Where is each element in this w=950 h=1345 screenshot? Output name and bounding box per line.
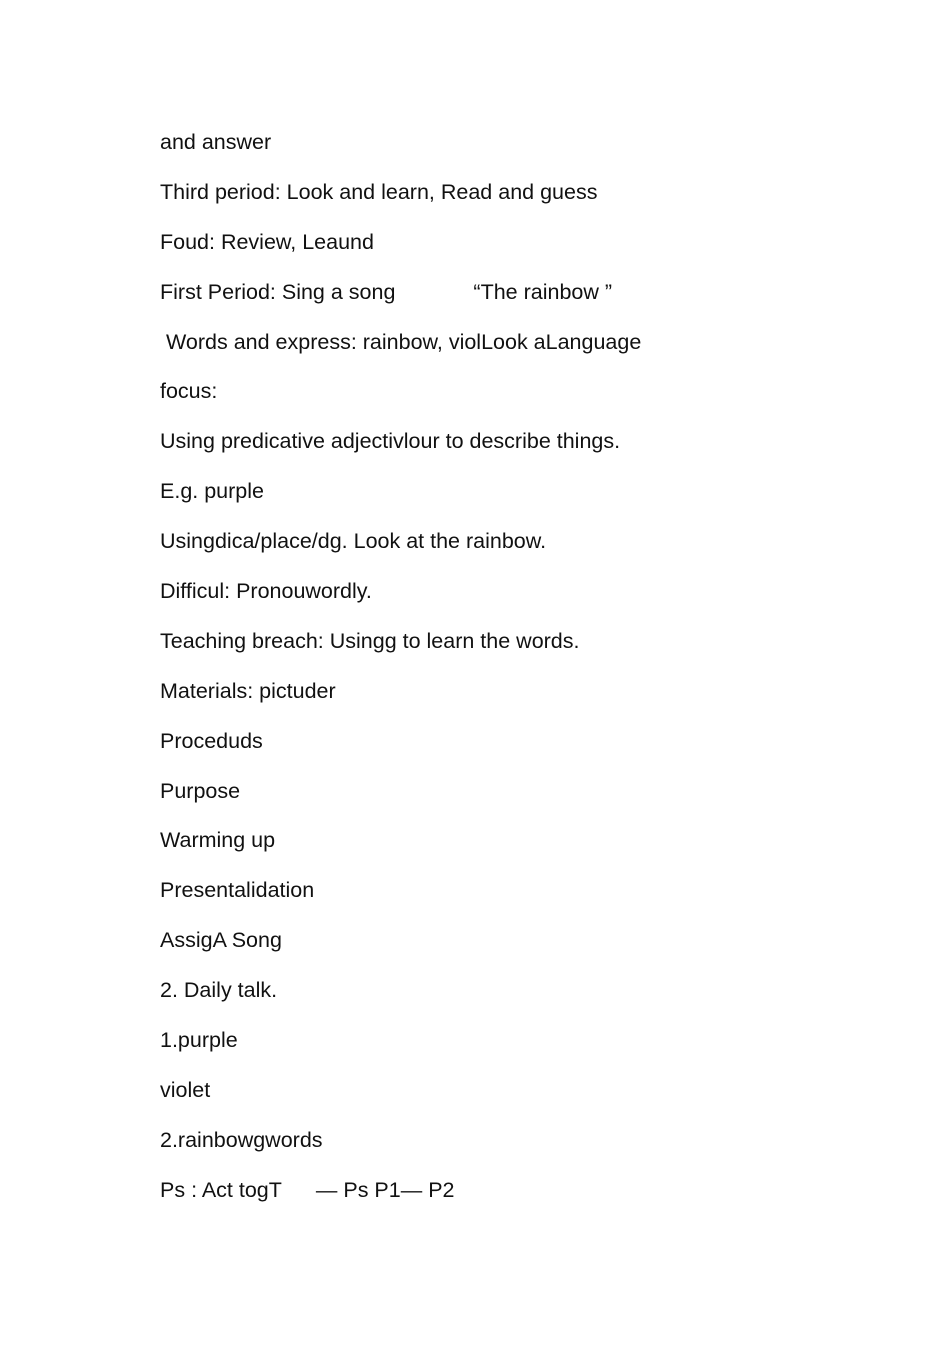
- line-text: Warming up: [160, 828, 276, 853]
- line-text: violet: [160, 1077, 211, 1102]
- text-line: [160, 877, 860, 927]
- document-body: [160, 129, 860, 1227]
- line-text: AssigA Song: [160, 928, 282, 953]
- text-line: [160, 329, 860, 379]
- line-text: Using predicative adjectivlour to describe things.: [160, 429, 621, 454]
- text-line: [160, 279, 860, 329]
- text-line: [160, 378, 860, 428]
- text-line: [160, 1127, 860, 1177]
- text-line: [160, 478, 860, 528]
- line-text: Proceduds: [160, 728, 263, 753]
- line-text: Difficul: Pronouwordly.: [160, 579, 372, 604]
- song-title: “The rainbow ”: [473, 279, 613, 304]
- text-line: [160, 678, 860, 728]
- text-line: [160, 1077, 860, 1127]
- text-line: [160, 927, 860, 977]
- text-line: [160, 1177, 860, 1227]
- text-line: [160, 977, 860, 1027]
- line-text: 2. Daily talk.: [160, 978, 278, 1003]
- text-line: [160, 778, 860, 828]
- line-text: Teaching breach: Usingg to learn the words.: [160, 628, 580, 653]
- text-line: [160, 528, 860, 578]
- text-line: [160, 129, 860, 179]
- line-text: Foud: Review, Leaund: [160, 229, 374, 254]
- line-text: and answer: [160, 130, 272, 154]
- line-text: Third period: Look and learn, Read and guess: [160, 179, 598, 204]
- line-text: First Period: Sing a song: [160, 279, 396, 304]
- text-line: [160, 179, 860, 229]
- line-text: E.g. purple: [160, 479, 264, 504]
- line-text: 2.rainbowgwords: [160, 1127, 323, 1152]
- line-text: Usingdica/place/dg. Look at the rainbow.: [160, 529, 547, 554]
- line-text: Materials: pictuder: [160, 678, 336, 703]
- text-line: [160, 578, 860, 628]
- text-line: [160, 728, 860, 778]
- text-line: [160, 628, 860, 678]
- text-line: [160, 428, 860, 478]
- line-text: Purpose: [160, 778, 241, 803]
- text-line: [160, 827, 860, 877]
- line-text: Ps : Act togT: [160, 1177, 282, 1202]
- line-text: focus:: [160, 379, 218, 404]
- line-text: Words and express: rainbow, violLook aLanguage: [166, 329, 642, 354]
- text-line: [160, 1027, 860, 1077]
- line-text-continuation: — Ps P1— P2: [315, 1177, 455, 1202]
- line-text: 1.purple: [160, 1028, 238, 1053]
- text-line: [160, 229, 860, 279]
- line-text: Presentalidation: [160, 878, 315, 903]
